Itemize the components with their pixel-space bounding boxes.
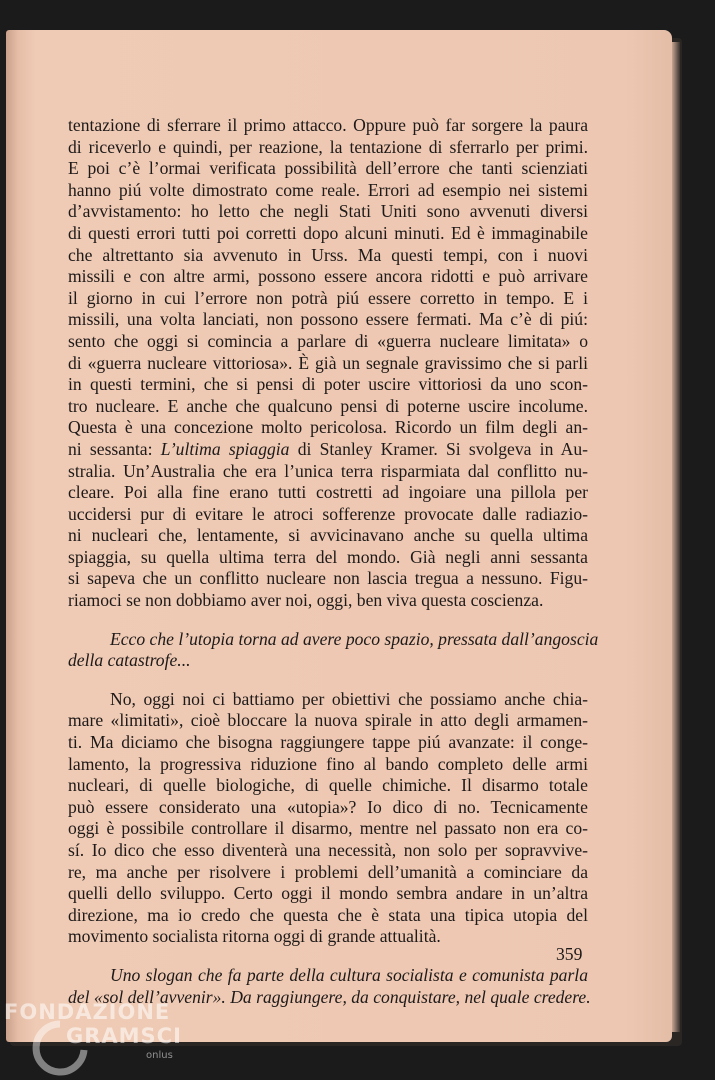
watermark-line-1: FONDAZIONE — [4, 1000, 171, 1024]
text-line: in questi termini, che si pensi di poter uscire vittoriosi da uno scon- — [68, 374, 588, 395]
text-line: tro nucleare. E anche che qualcuno pensi di poterne uscire incolume. — [68, 395, 588, 416]
text-line: E poi c’è l’ormai verificata possibilità dell’errore che tanti scienziati — [68, 158, 588, 179]
page-edge — [672, 42, 680, 1032]
text-line: quelli dello sviluppo. Certo oggi il mondo sembra andare in un’altra — [68, 883, 588, 904]
text-fragment: di Stanley Kramer. Si svolgeva in Au- — [289, 438, 588, 459]
paragraph-2 — [68, 689, 588, 948]
question-line: della catastrofe... — [68, 650, 191, 671]
text-line: può essere considerato una «utopia»? Io dico di no. Tecnicamente — [68, 796, 588, 817]
text-line: d’avvistamento: ho letto che negli Stati Uniti sono avvenuti diversi — [68, 201, 588, 222]
text-line: nucleari, di quelle biologiche, di quelle chimiche. Il disarmo totale — [68, 775, 588, 796]
text-line: di «guerra nucleare vittoriosa». È già un segnale gravissimo che si parli — [68, 352, 588, 373]
text-line: che altrettanto sia avvenuto in Urss. Ma questi tempi, con i nuovi — [68, 244, 588, 265]
watermark-line-2: GRAMSCI — [66, 1024, 182, 1048]
text-line: missili e con altre armi, possono essere ancora ridotti e può arrivare — [68, 266, 588, 287]
text-line: oggi è possibile controllare il disarmo, mentre nel passato non era co- — [68, 818, 588, 839]
text-line: sento che oggi si comincia a parlare di «guerra nucleare limitata» o — [68, 330, 588, 351]
interviewer-question-1 — [68, 628, 599, 672]
text-line: missili, una volta lanciati, non possono essere fermati. Ma c’è di piú: — [68, 309, 588, 330]
text-line: sí. Io dico che esso diventerà una necessità, non solo per sopravvive- — [68, 840, 588, 860]
text-line: movimento socialista ritorna oggi di grande attualità. — [68, 926, 441, 947]
text-line: direzione, ma io credo che questa che è stata una tipica utopia del — [68, 904, 588, 925]
text-line: si sapeva che un conflitto nucleare non lascia tregua a nessuno. Figu- — [68, 568, 588, 589]
text-line: No, oggi noi ci battiamo per obiettivi che possiamo anche chia- — [110, 688, 588, 709]
watermark-line-3: onlus — [146, 1050, 173, 1061]
paragraph-1 — [68, 115, 588, 612]
text-line: di riceverlo e quindi, per reazione, la tentazione di sferrarlo per primi. — [68, 136, 588, 157]
text-line: il giorno in cui l’errore non potrà piú essere corretto in tempo. E i — [68, 287, 588, 308]
text-line: stralia. Un’Australia che era l’unica terra risparmiata dal conflitto nu- — [68, 460, 588, 481]
page-number: 359 — [556, 944, 583, 964]
text-line: tentazione di sferrare il primo attacco. Oppure può far sorgere la paura — [68, 115, 588, 135]
text-line: mare «limitati», cioè bloccare la nuova spirale in atto degli armamen- — [68, 710, 588, 731]
question-line: del «sol dell’avvenir». Da raggiungere, da conquistare, nel quale credere. — [68, 986, 591, 1007]
text-line: riamoci se non dobbiamo aver noi, oggi, ben viva questa coscienza. — [68, 590, 544, 611]
text-line: spiaggia, su quella ultima terra del mondo. Già negli anni sessanta — [68, 546, 588, 567]
text-line-with-title — [68, 439, 588, 461]
text-line: cleare. Poi alla fine erano tutti costretti ad ingoiare una pillola per — [68, 482, 588, 503]
text-line: uccidersi pur di evitare le atroci sofferenze provocate dalle radiazio- — [68, 503, 588, 524]
question-line: Uno slogan che fa parte della cultura socialista e comunista parla — [110, 964, 588, 985]
text-line: hanno piú volte dimostrato come reale. Errori ad esempio nei sistemi — [68, 179, 588, 200]
question-line: Ecco che l’utopia torna ad avere poco spazio, pressata dall’angoscia — [110, 628, 599, 649]
text-line: Questa è una concezione molto pericolosa. Ricordo un film degli an- — [68, 417, 588, 438]
film-title: L’ultima spiaggia — [160, 438, 290, 459]
text-fragment: ni sessanta: — [68, 438, 161, 459]
archive-watermark — [0, 994, 220, 1080]
text-line: di questi errori tutti poi corretti dopo alcuni minuti. Ed è immaginabile — [68, 222, 588, 243]
text-line: ni nucleari che, lentamente, si avvicinavano anche su quella ultima — [68, 525, 588, 546]
page-text — [68, 115, 599, 1008]
text-line: ti. Ma diciamo che bisogna raggiungere tappe piú avanzate: il conge- — [68, 732, 588, 753]
text-line: re, ma anche per risolvere i problemi dell’umanità a cominciare da — [68, 861, 588, 882]
text-line: lamento, la progressiva riduzione fino al bando completo delle armi — [68, 753, 588, 774]
